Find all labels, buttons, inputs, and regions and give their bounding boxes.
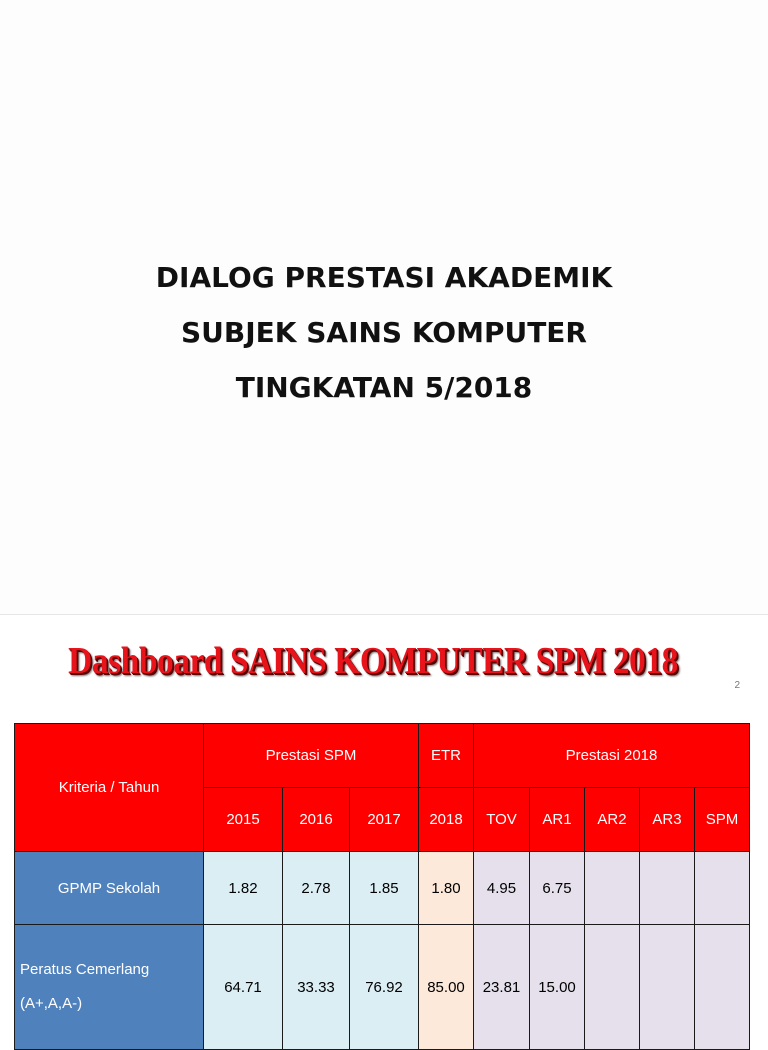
table-cell: 1.85 bbox=[350, 852, 419, 925]
row-label-line: Peratus Cemerlang bbox=[20, 961, 150, 978]
table-cell: 1.82 bbox=[204, 852, 283, 925]
table-cell: 85.00 bbox=[419, 925, 474, 1050]
table-cell: 23.81 bbox=[474, 925, 530, 1050]
prestasi-spm-header: Prestasi SPM bbox=[204, 724, 419, 788]
row-label-gpmp: GPMP Sekolah bbox=[15, 852, 204, 925]
ar2-header: AR2 bbox=[585, 788, 640, 852]
slide-number: 2 bbox=[734, 680, 740, 691]
ar1-header: AR1 bbox=[530, 788, 585, 852]
tov-header: TOV bbox=[474, 788, 530, 852]
prestasi-2018-header: Prestasi 2018 bbox=[474, 724, 750, 788]
row-label-line: (A+,A,A-) bbox=[20, 995, 83, 1012]
table-cell bbox=[695, 925, 750, 1050]
table-cell: 64.71 bbox=[204, 925, 283, 1050]
year-header: 2018 bbox=[419, 788, 474, 852]
table-row bbox=[15, 925, 750, 1050]
title-line-1: DIALOG PRESTASI AKADEMIK bbox=[155, 261, 613, 294]
etr-header: ETR bbox=[419, 724, 474, 788]
table-cell: 1.80 bbox=[419, 852, 474, 925]
slide-title bbox=[0, 250, 768, 415]
table-cell: 2.78 bbox=[283, 852, 350, 925]
spm-header: SPM bbox=[695, 788, 750, 852]
table-cell bbox=[640, 925, 695, 1050]
criteria-header: Kriteria / Tahun bbox=[15, 724, 204, 852]
table-cell: 4.95 bbox=[474, 852, 530, 925]
table-cell bbox=[640, 852, 695, 925]
year-header: 2017 bbox=[350, 788, 419, 852]
row-label-peratus bbox=[15, 925, 204, 1050]
table-cell: 76.92 bbox=[350, 925, 419, 1050]
table-cell bbox=[585, 852, 640, 925]
table-cell: 6.75 bbox=[530, 852, 585, 925]
table-cell bbox=[695, 852, 750, 925]
ar3-header: AR3 bbox=[640, 788, 695, 852]
title-line-3: TINGKATAN 5/2018 bbox=[235, 371, 533, 404]
table-cell: 33.33 bbox=[283, 925, 350, 1050]
table-cell bbox=[585, 925, 640, 1050]
year-header: 2016 bbox=[283, 788, 350, 852]
table-row bbox=[15, 852, 750, 925]
dashboard-slide bbox=[0, 615, 768, 1024]
dashboard-title: Dashboard SAINS KOMPUTER SPM 2018 bbox=[68, 640, 678, 682]
year-header: 2015 bbox=[204, 788, 283, 852]
title-line-2: SUBJEK SAINS KOMPUTER bbox=[181, 316, 587, 349]
dashboard-table bbox=[14, 723, 750, 1050]
table-cell: 15.00 bbox=[530, 925, 585, 1050]
